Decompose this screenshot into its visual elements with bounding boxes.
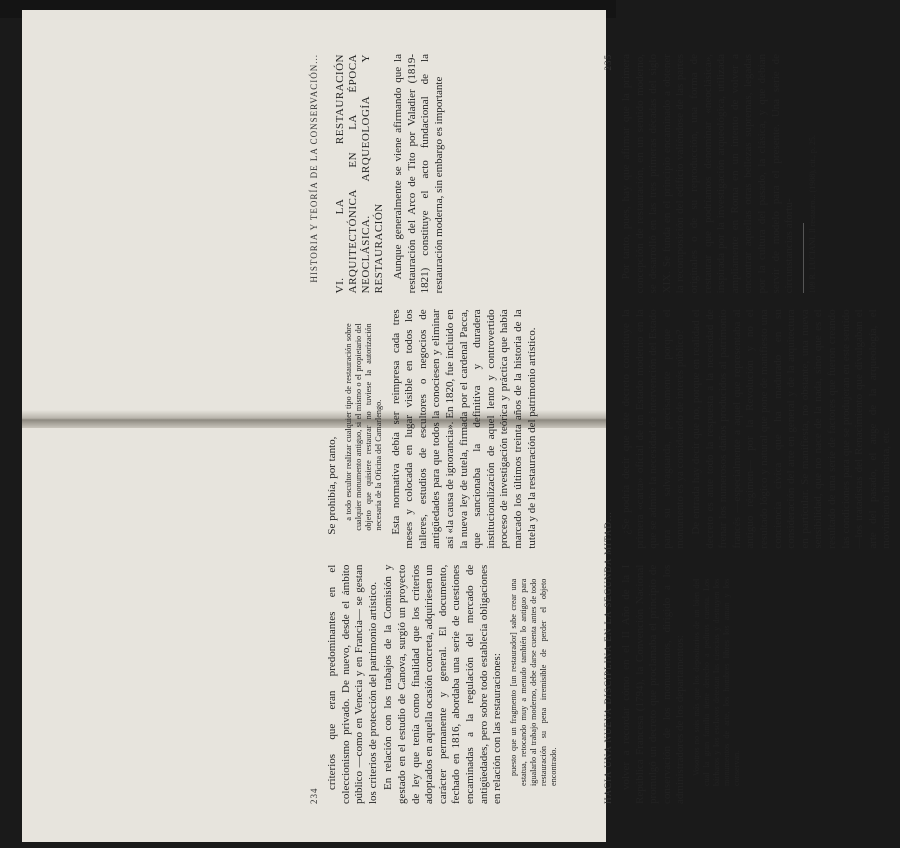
section-heading	[334, 54, 386, 293]
page-number: 234	[309, 787, 319, 804]
text-column	[326, 54, 565, 293]
page-number: 235	[603, 54, 613, 71]
paragraph: Aunque generalmente se viene afirmando que la restauración del Arco de Tito por Valadier (1819-1821) constituye el acto fundacional de la restauración moderna, sin embargo es importante	[392, 54, 445, 294]
section-title: LA RESTAURACIÓN ARQUITECTÓNICA EN LA ÉPOCA NEOCLÁSICA. ARQUEOLOGÍA Y RESTAURACIÓN	[334, 54, 385, 294]
paragraph: ¿Se podría decir que este decreto constituye la primera «carta» oficial de un Estado moderno en la que se admite la necesidad de intervención del Estado para su salvaguarda, precisamente porque el monumento es ya considerado de interés público?	[620, 309, 687, 549]
running-title: HISTORIA Y TEORÍA DE LA CONSERVACIÓN...	[309, 54, 319, 283]
paragraph: Esta normativa debía ser reimpresa cada tres meses y colocada en lugar visible en todos los talleres, estudios de escultores o negocios de antigüedades para que todos la conociesen y eliminar así «la causa de ignorancia». En 1820, fue incluido en la nueva ley de tutela, firmada por el cardenal Pacca, que sancionaba la definitiva y duradera institucionalización de aquel lento y controvertido proceso de investigación teórica y práctica que había marcado los últimos treinta años de la historia de la tutela y de la restauración del patrimonio artístico.	[389, 309, 538, 549]
page-235	[600, 24, 893, 834]
paragraph: criterios que eran predominantes en el coleccionismo privado. De nuevo, desde el ámbito público —como en Venecia y en Francia— se gestan los criterios de protección del patrimonio artístico.	[326, 564, 379, 804]
running-title: HACIA UNA NUEVA DISCIPLINA EN LA SEGUNDA MITAD...	[603, 511, 613, 804]
block-quote: puesto que un fragmento [un restaurador] sabe crear una estatua, retocando muy a menudo también lo antiguo para igualarlo al trabajo moderno, debe darse cuenta antes de todo restauración su pena irremisible de perder el objeto encontrado.	[508, 578, 558, 786]
text-column	[326, 309, 565, 548]
page-header	[306, 24, 322, 834]
text-column	[620, 565, 896, 804]
block-quote: Vosotros no sois más que los depositarios de un bien del cual la gran familia tiene derecho a pediros cuenta. Los bárbaros y los esclavos detestan las ciencias y destruyen los monumentos de arte, los hombres libres los aman y los conservan.	[691, 578, 741, 786]
paragraph: Se prohibía, por tanto,	[326, 436, 338, 535]
footnote: 109 R. LUCIANI, Il restauro... (1988), cit., p. 25.	[803, 223, 820, 293]
section-number: VI.	[334, 277, 346, 294]
page-234	[306, 24, 576, 834]
paragraph: De entrada hay decir que no, porque en realidad el decreto es ante todo la respuesta a la necesidad de frenar los numerosos daños producidos al patrimonio francés —especialmente a aquel que representaba al antiguo régimen— por la Revolución y no el resultado lógico y natural que pone de manifiesto una conciencia cívica que ha madurado en su consideración del arte en general y de la arquitectura en particular. Se manifiesta, no obstante, una nueva sensibilidad, que no nace de la nada, sino que es el resultado de una serie de factores que fueron creando las condiciones para que se produjeran en este sentido —los tratadistas del Renacimiento que divulgaban el arte del pasado, el auge de la arqueología, el movimiento iluminista, etc.	[689, 309, 893, 549]
text-column	[620, 309, 896, 548]
paragraph: volver a recordar cómo en el II Año de la I República Francesa (1794), la Convención Nacional promulgó un decreto que proclamaba el principio de conservación de los monumentos, dirigido a los administradores de los departamentos:	[620, 564, 687, 804]
text-column	[620, 54, 896, 293]
block-quote: a todo escultor realizar cualquier tipo de restauración sobre cualquier monumento antiguo, si el mismo o el propietario del objeto que quisiere restaurar no tuviese la autorización necesaria de la Oficina del Camarlengo.	[343, 323, 383, 531]
page-header	[600, 24, 616, 834]
paragraph: En relación con los trabajos de la Comisión y gestado en el estudio de Canova, surgió un proyecto de ley que tenía como finalidad que los criterios adoptados en aquella ocasión concreta, adquiriesen un carácter permanente y general. El documento, fechado en 1816, abordaba una serie de cuestiones encaminadas a la regulación del mercado de antigüedades, pero sobre todo establecía obligaciones en relación con las restauraciones:	[382, 564, 504, 804]
text-column	[326, 565, 565, 804]
paragraph: Por tanto, pues, hay que afirmar que la primera concepción de restauración, en un sentido moderno, se desarrolló en las tres primeras décadas del siglo XIX. Se funda en el principio encaminado a obtener la recomposición del edificio valiéndose de las partes originales o de su reproducción, una forma de restaurar que podríamos denominar «neoclásica», inspirada por la investigación arqueológica, utilizada ampliamente en Roma en un intento de volver a encontrar aquellas otras bellezas supremas, legadas por la cultura del pasado, la clásica, y que debían servir de modelo para el presente. Una serie de circunstancias afortu-	[620, 54, 796, 294]
